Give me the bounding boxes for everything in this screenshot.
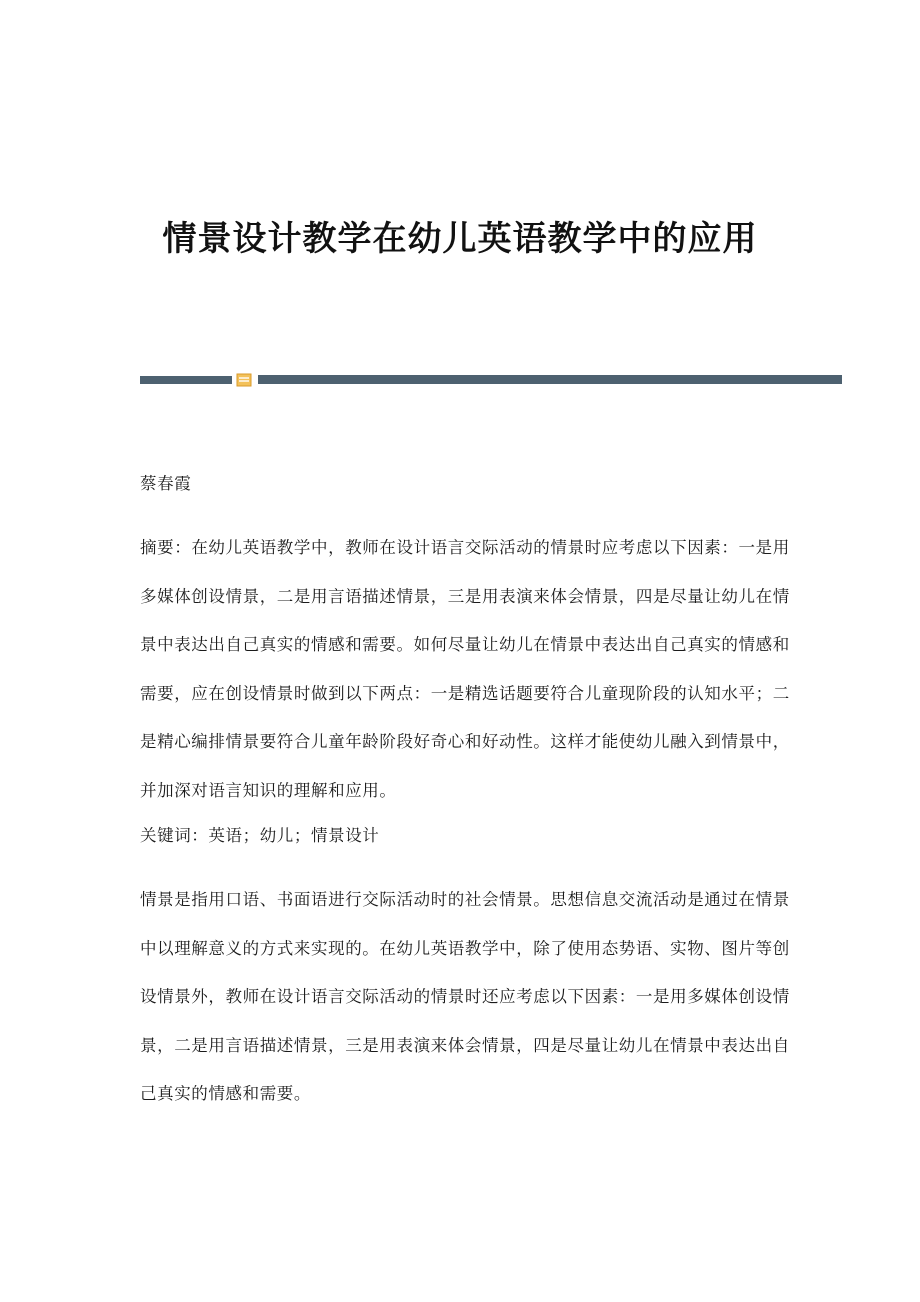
author-name: 蔡春霞: [140, 474, 192, 493]
abstract-paragraph: [140, 524, 790, 816]
title-divider: [140, 372, 842, 388]
document-title: 情景设计教学在幼儿英语教学中的应用: [162, 219, 758, 259]
keywords-label: 关键词：: [140, 826, 209, 845]
keywords-text: 英语；幼儿；情景设计: [208, 826, 380, 845]
abstract-text: 在幼儿英语教学中，教师在设计语言交际活动的情景时应考虑以下因素：一是用多媒体创设情景，二是用言语描述情景，三是用表演来体会情景，四是尽量让幼儿在情景中表达出自己真实的情感和需要。如何尽量让幼儿在情景中表达出自己真实的情感和需要，应在创设情景时做到以下两点：一是精选话题要符合儿童现阶段的认知水平；二是精心编排情景要符合儿童年龄阶段好奇心和好动性。这样才能使幼儿融入到情景中，并加深对语言知识的理解和应用。: [140, 538, 790, 800]
keywords-line: [140, 824, 790, 848]
divider-bar-right: [258, 375, 842, 384]
abstract-label: 摘要：: [140, 538, 192, 557]
divider-bar-left: [140, 376, 232, 384]
divider-ornament-icon: [236, 373, 252, 387]
body-paragraph: 情景是指用口语、书面语进行交际活动时的社会情景。思想信息交流活动是通过在情景中以理解意义的方式来实现的。在幼儿英语教学中，除了使用态势语、实物、图片等创设情景外，教师在设计语言交际活动的情景时还应考虑以下因素：一是用多媒体创设情景，二是用言语描述情景，三是用表演来体会情景，四是尽量让幼儿在情景中表达出自己真实的情感和需要。: [140, 890, 790, 1104]
